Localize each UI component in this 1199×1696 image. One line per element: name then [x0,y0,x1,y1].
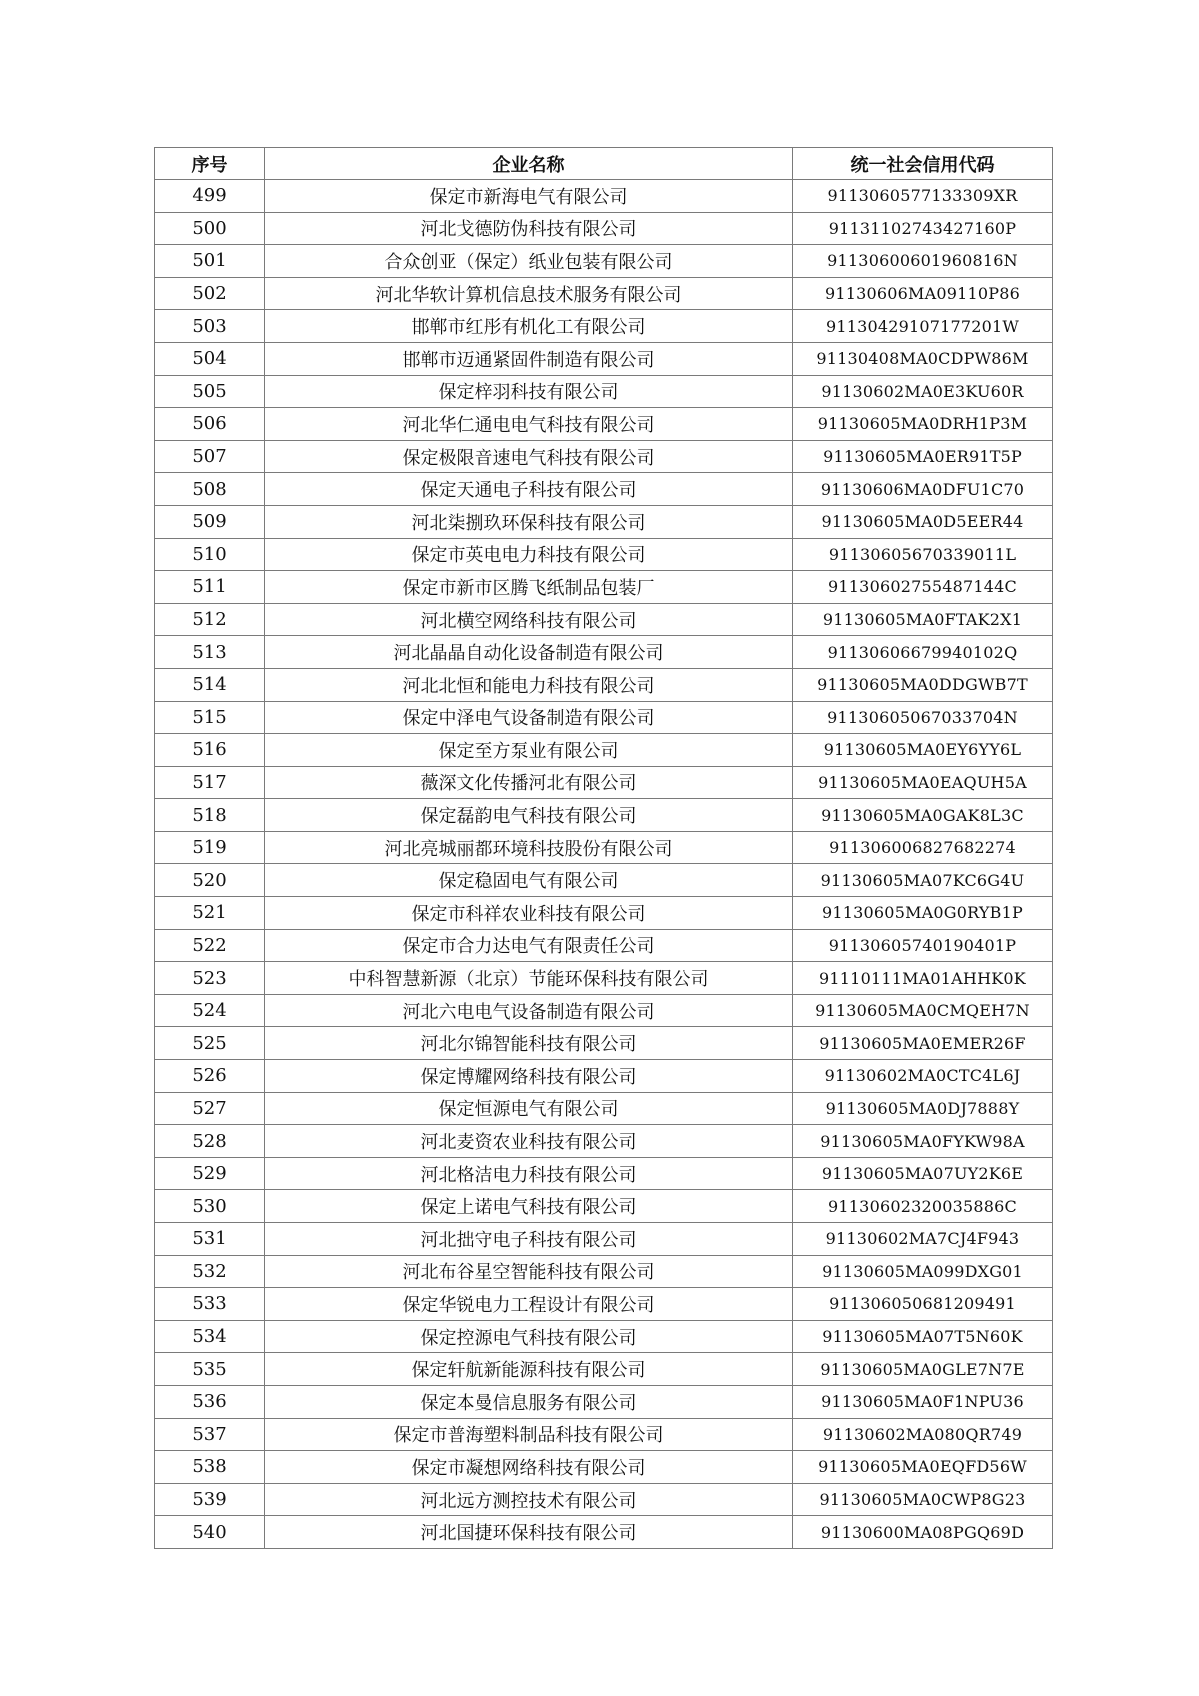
row-credit-code: 91130606MA09110P86 [793,277,1053,310]
row-company-name: 保定中泽电气设备制造有限公司 [265,701,793,734]
row-index: 536 [155,1385,265,1418]
row-company-name: 河北华软计算机信息技术服务有限公司 [265,277,793,310]
row-index: 512 [155,603,265,636]
row-credit-code: 91130602320035886C [793,1190,1053,1223]
row-company-name: 保定至方泵业有限公司 [265,734,793,767]
table-row [155,277,1053,310]
row-company-name: 保定市凝想网络科技有限公司 [265,1451,793,1484]
table-row [155,603,1053,636]
row-index: 515 [155,701,265,734]
row-company-name: 保定市合力达电气有限责任公司 [265,929,793,962]
row-credit-code: 91130429107177201W [793,310,1053,343]
table-row [155,505,1053,538]
row-index: 518 [155,799,265,832]
row-index: 513 [155,636,265,669]
table-row [155,1385,1053,1418]
row-index: 533 [155,1288,265,1321]
row-company-name: 河北柒捌玖环保科技有限公司 [265,505,793,538]
row-index: 528 [155,1125,265,1158]
column-header-index: 序号 [155,148,265,180]
row-credit-code: 91130605MA0DDGWB7T [793,668,1053,701]
row-credit-code: 91130605MA07T5N60K [793,1320,1053,1353]
row-index: 505 [155,375,265,408]
row-credit-code: 91130605MA07UY2K6E [793,1157,1053,1190]
row-credit-code: 91130600601960816N [793,245,1053,278]
row-index: 529 [155,1157,265,1190]
row-credit-code: 91130605MA0EY6YY6L [793,734,1053,767]
row-company-name: 河北戈德防伪科技有限公司 [265,212,793,245]
column-header-credit-code: 统一社会信用代码 [793,148,1053,180]
row-index: 502 [155,277,265,310]
row-index: 507 [155,440,265,473]
row-index: 538 [155,1451,265,1484]
row-credit-code: 91130605MA0CMQEH7N [793,994,1053,1027]
row-index: 514 [155,668,265,701]
table-row [155,1353,1053,1386]
row-company-name: 河北远方测控技术有限公司 [265,1483,793,1516]
row-index: 510 [155,538,265,571]
row-company-name: 保定市新海电气有限公司 [265,180,793,213]
row-company-name: 保定控源电气科技有限公司 [265,1320,793,1353]
row-index: 504 [155,342,265,375]
row-company-name: 河北拙守电子科技有限公司 [265,1223,793,1256]
table-row [155,1418,1053,1451]
row-company-name: 薇深文化传播河北有限公司 [265,766,793,799]
row-credit-code: 91130605MA0FTAK2X1 [793,603,1053,636]
row-company-name: 河北格洁电力科技有限公司 [265,1157,793,1190]
row-credit-code: 91130605MA0EQFD56W [793,1451,1053,1484]
row-credit-code: 91130408MA0CDPW86M [793,342,1053,375]
row-company-name: 邯郸市迈通紧固件制造有限公司 [265,342,793,375]
table-row [155,1027,1053,1060]
row-company-name: 保定极限音速电气科技有限公司 [265,440,793,473]
row-credit-code: 91130605067033704N [793,701,1053,734]
row-credit-code: 91110111MA01AHHK0K [793,962,1053,995]
table-header-row [155,148,1053,180]
row-company-name: 河北布谷星空智能科技有限公司 [265,1255,793,1288]
row-company-name: 河北国捷环保科技有限公司 [265,1516,793,1549]
row-credit-code: 91130605MA0DJ7888Y [793,1092,1053,1125]
row-company-name: 保定稳固电气有限公司 [265,864,793,897]
row-company-name: 保定市英电电力科技有限公司 [265,538,793,571]
row-company-name: 保定梓羽科技有限公司 [265,375,793,408]
row-index: 521 [155,897,265,930]
table-row [155,831,1053,864]
row-company-name: 河北麦资农业科技有限公司 [265,1125,793,1158]
table-row [155,766,1053,799]
row-index: 499 [155,180,265,213]
row-index: 520 [155,864,265,897]
row-index: 522 [155,929,265,962]
row-credit-code: 91130602MA7CJ4F943 [793,1223,1053,1256]
row-credit-code: 91130605MA0GLE7N7E [793,1353,1053,1386]
row-credit-code: 91130605MA0F1NPU36 [793,1385,1053,1418]
table-row [155,212,1053,245]
row-index: 537 [155,1418,265,1451]
table-row [155,408,1053,441]
table-row [155,962,1053,995]
table-row [155,1288,1053,1321]
row-index: 525 [155,1027,265,1060]
row-company-name: 保定华锐电力工程设计有限公司 [265,1288,793,1321]
row-index: 540 [155,1516,265,1549]
row-credit-code: 91130605MA0D5EER44 [793,505,1053,538]
table-row [155,668,1053,701]
row-index: 527 [155,1092,265,1125]
table-row [155,734,1053,767]
row-company-name: 合众创亚（保定）纸业包装有限公司 [265,245,793,278]
row-credit-code: 91130605MA0DRH1P3M [793,408,1053,441]
row-company-name: 河北华仁通电电气科技有限公司 [265,408,793,441]
row-company-name: 保定市普海塑料制品科技有限公司 [265,1418,793,1451]
row-index: 534 [155,1320,265,1353]
row-credit-code: 91130600MA08PGQ69D [793,1516,1053,1549]
table-row [155,1223,1053,1256]
table-row [155,994,1053,1027]
row-company-name: 保定轩航新能源科技有限公司 [265,1353,793,1386]
table-row [155,1092,1053,1125]
table-row [155,1451,1053,1484]
table-row [155,538,1053,571]
table-row [155,180,1053,213]
row-index: 516 [155,734,265,767]
row-index: 511 [155,571,265,604]
table-row [155,1516,1053,1549]
row-company-name: 保定本曼信息服务有限公司 [265,1385,793,1418]
row-credit-code: 91130605MA099DXG01 [793,1255,1053,1288]
row-index: 539 [155,1483,265,1516]
table-row [155,1125,1053,1158]
table-row [155,929,1053,962]
table-row [155,701,1053,734]
row-credit-code: 91130602MA0E3KU60R [793,375,1053,408]
row-index: 500 [155,212,265,245]
row-company-name: 河北晶晶自动化设备制造有限公司 [265,636,793,669]
table-row [155,1190,1053,1223]
row-index: 530 [155,1190,265,1223]
row-credit-code: 91130605740190401P [793,929,1053,962]
row-credit-code: 91130606MA0DFU1C70 [793,473,1053,506]
table-row [155,1157,1053,1190]
row-company-name: 保定磊韵电气科技有限公司 [265,799,793,832]
row-company-name: 河北亮城丽都环境科技股份有限公司 [265,831,793,864]
row-credit-code: 91130605MA0ER91T5P [793,440,1053,473]
table-body [155,180,1053,1549]
row-index: 532 [155,1255,265,1288]
table-row [155,799,1053,832]
row-company-name: 保定恒源电气有限公司 [265,1092,793,1125]
row-company-name: 保定市新市区腾飞纸制品包装厂 [265,571,793,604]
row-company-name: 保定天通电子科技有限公司 [265,473,793,506]
table-row [155,864,1053,897]
row-company-name: 河北北恒和能电力科技有限公司 [265,668,793,701]
row-company-name: 保定市科祥农业科技有限公司 [265,897,793,930]
row-index: 531 [155,1223,265,1256]
row-credit-code: 91130605MA0GAK8L3C [793,799,1053,832]
row-company-name: 保定博耀网络科技有限公司 [265,1060,793,1093]
row-index: 523 [155,962,265,995]
row-credit-code: 91130605MA0FYKW98A [793,1125,1053,1158]
row-credit-code: 91130605670339011L [793,538,1053,571]
row-credit-code: 91130605MA0G0RYB1P [793,897,1053,930]
row-index: 506 [155,408,265,441]
row-credit-code: 91130605MA0EAQUH5A [793,766,1053,799]
row-company-name: 河北六电电气设备制造有限公司 [265,994,793,1027]
row-company-name: 邯郸市红彤有机化工有限公司 [265,310,793,343]
row-credit-code: 91130605MA07KC6G4U [793,864,1053,897]
row-credit-code: 91130605MA0EMER26F [793,1027,1053,1060]
row-credit-code: 91130602MA0CTC4L6J [793,1060,1053,1093]
row-index: 535 [155,1353,265,1386]
table-row [155,310,1053,343]
row-company-name: 中科智慧新源（北京）节能环保科技有限公司 [265,962,793,995]
row-index: 517 [155,766,265,799]
table-row [155,245,1053,278]
row-index: 524 [155,994,265,1027]
row-credit-code: 911306050681209491 [793,1288,1053,1321]
enterprise-credit-code-table [154,147,1053,1549]
row-company-name: 河北横空网络科技有限公司 [265,603,793,636]
row-index: 503 [155,310,265,343]
row-index: 508 [155,473,265,506]
row-company-name: 河北尔锦智能科技有限公司 [265,1027,793,1060]
table-row [155,473,1053,506]
row-credit-code: 9113060577133309XR [793,180,1053,213]
row-credit-code: 91130602MA080QR749 [793,1418,1053,1451]
row-index: 501 [155,245,265,278]
table-row [155,636,1053,669]
column-header-company-name: 企业名称 [265,148,793,180]
table-row [155,1060,1053,1093]
table-row [155,342,1053,375]
row-credit-code: 91131102743427160P [793,212,1053,245]
table-row [155,1255,1053,1288]
row-credit-code: 911306006827682274 [793,831,1053,864]
table-row [155,1483,1053,1516]
row-credit-code: 91130606679940102Q [793,636,1053,669]
table-row [155,440,1053,473]
row-company-name: 保定上诺电气科技有限公司 [265,1190,793,1223]
row-credit-code: 91130605MA0CWP8G23 [793,1483,1053,1516]
table-row [155,897,1053,930]
row-index: 526 [155,1060,265,1093]
row-index: 519 [155,831,265,864]
row-index: 509 [155,505,265,538]
table-row [155,375,1053,408]
row-credit-code: 91130602755487144C [793,571,1053,604]
table-row [155,571,1053,604]
table-row [155,1320,1053,1353]
